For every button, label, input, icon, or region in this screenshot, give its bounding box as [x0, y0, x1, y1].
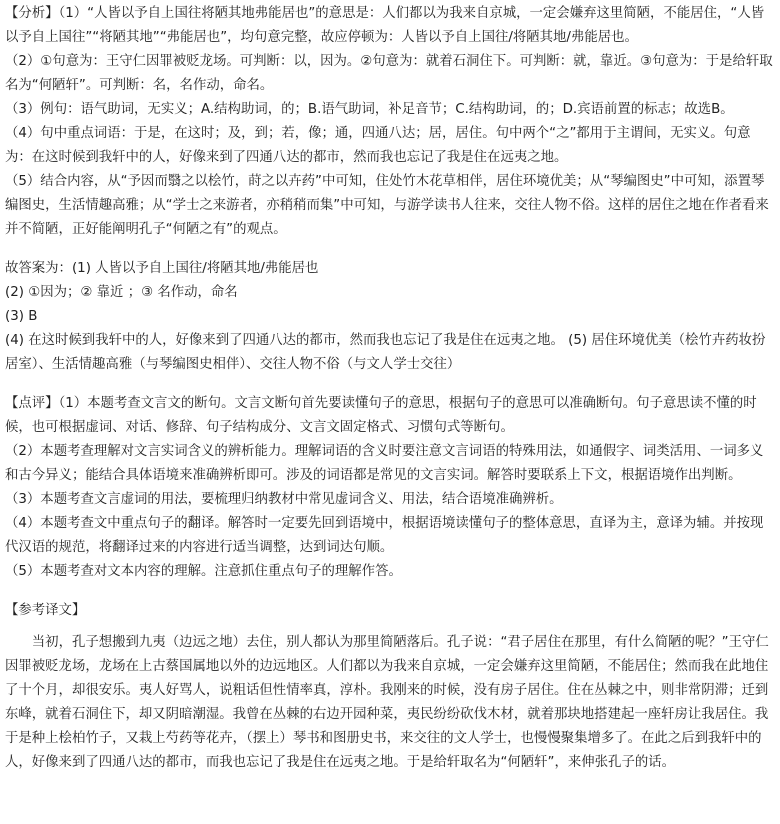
comment-paragraph-4: （4）本题考查文中重点句子的翻译。解答时一定要先回到语境中，根据语境读懂句子的整体意思，直译为主，意译为辅。并按现代汉语的规范，将翻译过来的内容进行适当调整，达到词达句顺。: [5, 516, 764, 555]
answer-line-3: (3) B: [5, 309, 38, 324]
spacer: [5, 377, 775, 392]
comment-paragraph-5: （5）本题考查对文本内容的理解。注意抓住重点句子的理解作答。: [5, 564, 402, 579]
comment-section: [5, 392, 775, 584]
analysis-paragraph-5: （5）结合内容，从“予因而翳之以桧竹，莳之以卉药”中可知，住处竹木花草相伴，居住环境优美；从“琴编图史”中可知，添置琴编图史，生活情趣高雅；从“学士之来游者，亦稍稍而集”中可知，与游学读书人往来，交往人物不俗。这样的居住之地在作者看来并不简陋，正好能阐明孔子“何陋之有”的观点。: [5, 174, 769, 237]
translation-body: 当初，孔子想搬到九夷（边远之地）去住，别人都认为那里简陋落后。孔子说：“君子居住在那里，有什么简陋的呢？”王守仁因罪被贬龙场，龙场在上古蔡国属地以外的边远地区。人们都以为我来自京城，一定会嫌弃这里简陋，不能居住；然而我在此地住了十个月，却很安乐。夷人好骂人，说粗话但性情率真，淳朴。我刚来的时候，没有房子居住。住在丛棘之中，则非常阴滞；迁到东峰，就着石洞住下，却又阴暗潮湿。我曾在丛棘的右边开园种菜，夷民纷纷砍伐木材，就着那块地搭建起一座轩房让我居住。我于是种上桧柏竹子，又栽上芍药等花卉，（摆上）琴书和图册史书，来交往的文人学士，也慢慢聚集增多了。在此之后到我轩中的人，好像来到了四通八达的都市，而我也忘记了我是住在远夷之地。于是给轩取名为“何陋轩”，来伸张孔子的话。: [5, 635, 769, 770]
spacer: [5, 584, 775, 599]
comment-paragraph-1: 【点评】（1）本题考查文言文的断句。文言文断句首先要读懂句子的意思，根据句子的意思可以准确断句。句子意思读不懂的时候，也可根据虚词、对话、修辞、句子结构成分、文言文固定格式、习惯句式等断句。: [5, 396, 757, 435]
answer-section: [5, 257, 775, 377]
answer-line-1: 故答案为：(1) 人皆以予自上国往/将陋其地/弗能居也: [5, 261, 319, 276]
spacer: [5, 623, 775, 631]
comment-paragraph-3: （3）本题考查文言虚词的用法，要梳理归纳教材中常见虚词含义、用法，结合语境准确辨析。: [5, 492, 563, 507]
analysis-paragraph-4: （4）句中重点词语：于是，在这时；及，到；若，像；通，四通八达；居，居住。句中两个“之”都用于主谓间，无实义。句意为：在这时候到我轩中的人，好像来到了四通八达的都市，然而我也忘记了我是住在远夷之地。: [5, 126, 751, 165]
analysis-section: [5, 2, 775, 242]
answer-line-4: (4) 在这时候到我轩中的人，好像来到了四通八达的都市，然而我也忘记了我是住在远夷之地。 (5) 居住环境优美（桧竹卉药妆扮居室）、生活情趣高雅（与琴编图史相伴）、交往人物不俗（与文人学士交往）: [5, 333, 766, 372]
answer-line-2: (2) ①因为；② 靠近 ；③ 名作动，命名: [5, 285, 238, 300]
analysis-paragraph-3: （3）例句：语气助词，无实义；A.结构助词，的；B.语气助词，补足音节；C.结构助词，的；D.宾语前置的标志；故选B。: [5, 102, 734, 117]
translation-heading: 【参考译文】: [5, 603, 86, 618]
spacer: [5, 242, 775, 257]
translation-section: [5, 599, 775, 775]
analysis-paragraph-1: 【分析】（1）“人皆以予自上国往将陋其地弗能居也”的意思是：人们都以为我来自京城，一定会嫌弃这里简陋，不能居住，“人皆以予自上国往”“将陋其地”“弗能居也”，均句意完整，故应停顿为：人皆以予自上国往/将陋其地/弗能居也。: [5, 6, 765, 45]
analysis-paragraph-2: （2）①句意为：王守仁因罪被贬龙场。可判断：以，因为。②句意为：就着石洞住下。可判断：就，靠近。③句意为：于是给轩取名为“何陋轩”。可判断：名，名作动，命名。: [5, 54, 773, 93]
comment-paragraph-2: （2）本题考查理解对文言实词含义的辨析能力。理解词语的含义时要注意文言词语的特殊用法，如通假字、词类活用、一词多义和古今异义；能结合具体语境来准确辨析即可。涉及的词语都是常见的文言实词。解答时要联系上下文，根据语境作出判断。: [5, 444, 764, 483]
